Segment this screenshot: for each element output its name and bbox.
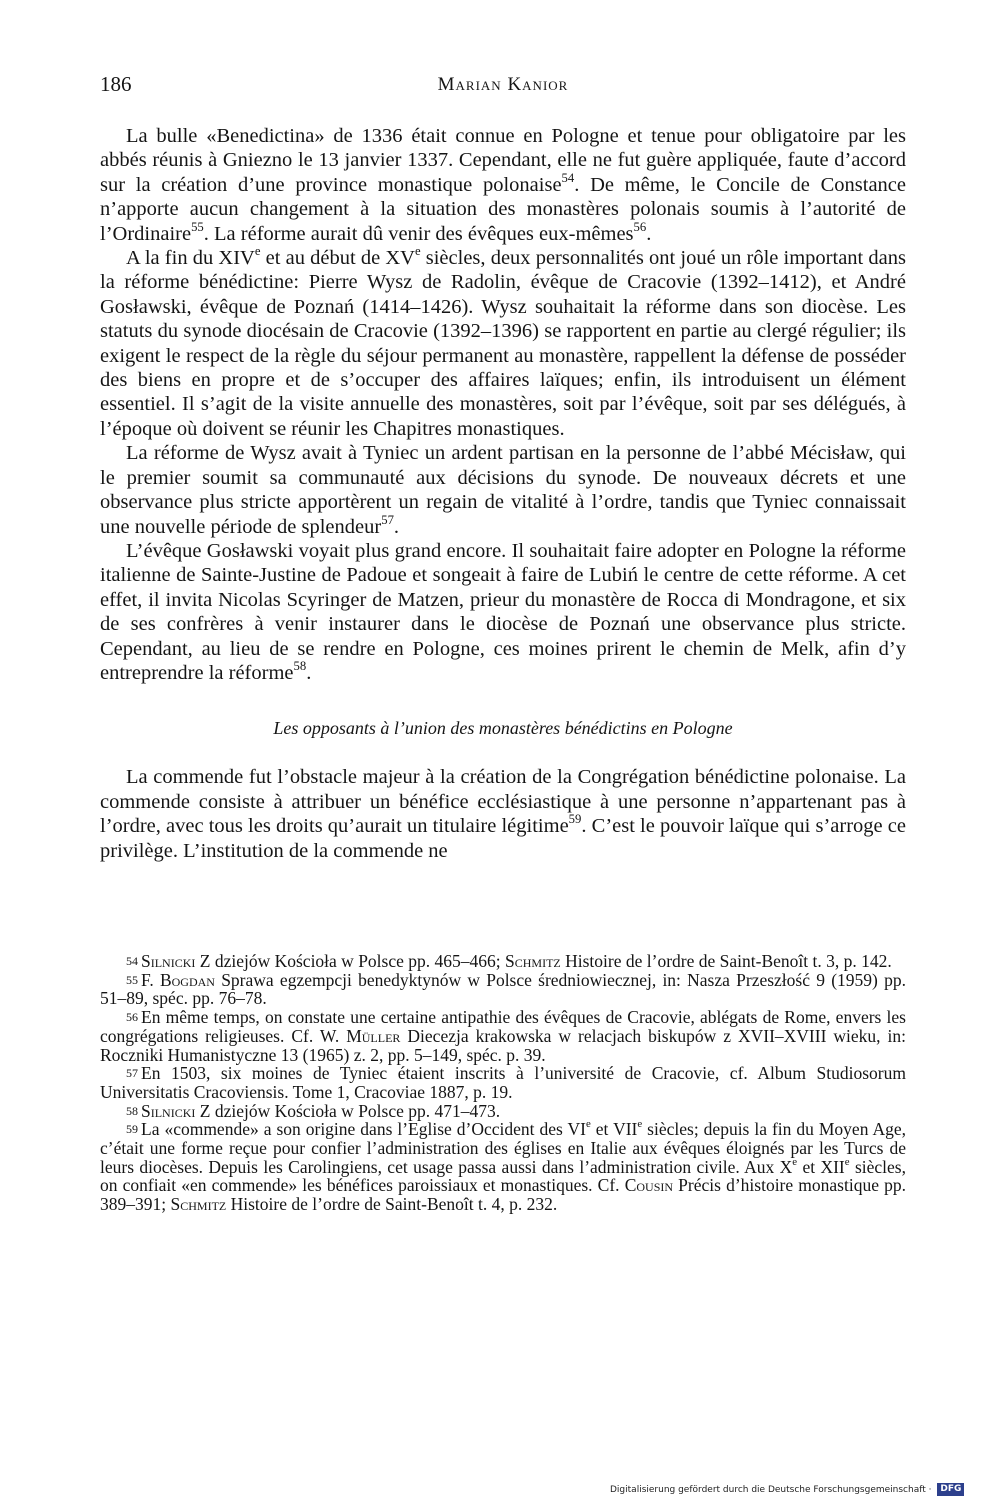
text-run: L’évêque Gosławski voyait plus grand encore. Il souhaitait faire adopter en Pologne la réforme italienne de Sainte-Justine de Padoue et songeait à faire de Lubiń le centre de cette réforme. A cet effet, il invita Nicolas Scyringer de Matzen, prieur du monastère de Rocca di Mondragone, et six de ses confrères à venir instaurer dans le diocèse de Poznań une observance plus stricte. Cependant, au lieu de se rendre en Pologne, ces moines prirent le chemin de Melk, afin d’y entreprendre la réforme [100, 539, 906, 684]
body-paragraph [100, 441, 906, 539]
text-run: . La réforme aurait dû venir des évêques eux-mêmes [203, 222, 634, 245]
funding-note-text: Digitalisierung gefördert durch die Deutsche Forschungsgemeinschaft · [610, 1485, 932, 1495]
text-run: . De même, le Concile de Constance n’apporte aucun changement à la situation des monastères polonais soumis à l’autorité de l’Ordinaire [100, 173, 906, 245]
text-run: En 1503, six moines de Tyniec étaient inscrits à l’université de Cracovie, cf. Album Studiosorum Universitatis Cracoviensis. Tome 1, Cracoviae 1887, p. 19. [100, 1063, 906, 1102]
footnote [100, 1008, 906, 1064]
running-head: Marian Kanior [437, 74, 569, 95]
footnote [100, 952, 906, 971]
text-run: Histoire de l’ordre de Saint-Benoît t. 3, p. 142. [560, 951, 892, 971]
footnote-number: 58 [126, 1103, 138, 1118]
text-run: siècles, on confiait «en commende» les bénéfices paroissiaux et monastiques. Cf. [100, 1156, 906, 1196]
superscript-reference: e [254, 244, 261, 259]
superscript-reference: 58 [293, 658, 307, 673]
superscript-reference: e [585, 1118, 591, 1131]
text-run: F. [141, 969, 160, 990]
author-name: Schmitz [505, 951, 561, 971]
footnote-number: 56 [126, 1010, 138, 1025]
text-run: siècles; depuis la fin du Moyen Age, c’était une forme reçue pour confier l’administration des églises en Italie aux évêques éloignés par les Turcs de leurs diocèses. Depuis les Carolingiens, cet usage passa aussi dans l’administration civile. Aux X [100, 1119, 906, 1177]
superscript-reference: 59 [568, 812, 582, 827]
body-paragraph [100, 124, 906, 246]
funding-note [610, 1481, 964, 1499]
footnote [100, 1064, 906, 1101]
main-text [100, 124, 906, 863]
superscript-reference: e [637, 1118, 643, 1131]
paragraphs-after-heading [100, 765, 906, 863]
text-run: et VII [590, 1119, 638, 1140]
text-run: La commende fut l’obstacle majeur à la création de la Congrégation bénédictine polonaise. La commende consiste à attribuer un bénéfice ecclésiastique à une personne n’appartenant pas à l’ordre, avec tous les droits qu’aurait un titulaire légitime [100, 766, 906, 838]
superscript-reference: e [414, 244, 421, 259]
superscript-reference: e [844, 1155, 850, 1168]
text-run: siècles, deux personnalités ont joué un rôle important dans la réforme bénédictine: Pierre Wysz de Radolin, évêque de Cracovie (1392–1412), et André Gosławski, évêque de Poznań (1414–1426). Wysz souhaitait la réforme dans son diocèse. Les statuts du synode diocésain de Cracovie (1392–1396) se rapportent en partie au clergé régulier; ils exigent le respect de la règle du séjour permanent au monastère, rappellent la défense de posséder des biens en propre et de s’occuper des affaires laïques; enfin, ils introduisent un élément essentiel. Il s’agit de la visite annuelle des monastères, soit par l’évêque, soit par ses délégués, à l’époque où doivent se réunir les Chapitres monastiques. [100, 247, 906, 440]
footnote-number: 59 [126, 1122, 138, 1137]
footnote [100, 1120, 906, 1214]
text-run: Précis d’histoire monastique pp. 389–391; [100, 1175, 906, 1215]
superscript-reference: e [792, 1155, 798, 1168]
author-name: Schmitz [170, 1194, 227, 1215]
footnote [100, 1102, 906, 1121]
footnote-number: 57 [126, 1066, 138, 1081]
text-run: En même temps, on constate une certaine antipathie des évêques de Cracovie, ablégats de Rome, envers les congrégations religieuses. Cf. W. [100, 1007, 906, 1046]
text-run: et au début de XV [260, 247, 415, 270]
footnote-number: 55 [126, 972, 138, 987]
superscript-reference: 54 [561, 170, 575, 185]
text-run: La bulle «Benedictina» de 1336 était connue en Pologne et tenue pour obligatoire par les abbés réunis à Gniezno le 13 janvier 1337. Cependant, elle ne fut guère appliquée, faute d’accord sur la création d’une province monastique polonaise [100, 125, 906, 196]
text-run: La réforme de Wysz avait à Tyniec un ardent partisan en la personne de l’abbé Mécisław, qui le premier soumit sa communauté aux décisions du synode. De nouveaux décrets et une observance plus stricte apportèrent un regain de vitalité à l’ordre, tandis que Tyniec connaissait une nouvelle période de splendeur [100, 442, 906, 538]
author-name: Cousin [624, 1175, 674, 1196]
superscript-reference: 56 [633, 219, 647, 234]
dfg-logo: DFG [937, 1483, 964, 1496]
author-name: Müller [346, 1025, 401, 1046]
paragraphs-before-heading [100, 124, 906, 685]
text-run: . [393, 515, 400, 538]
footnote-number: 54 [126, 954, 138, 968]
footnotes [100, 952, 906, 1214]
body-paragraph [100, 539, 906, 685]
text-run: Z dziejów Kościoła w Polsce pp. 471–473. [195, 1100, 501, 1121]
text-run: La «commende» a son origine dans l’Eglise d’Occident des VI [141, 1119, 586, 1140]
body-paragraph [100, 246, 906, 441]
text-run: . [646, 222, 652, 245]
author-name: Silnicki [141, 1100, 196, 1121]
page-header [100, 72, 906, 102]
text-run: A la fin du XIV [126, 247, 255, 270]
text-run: . C’est le pouvoir laïque qui s’arroge ce privilège. L’institution de la commende ne [100, 815, 906, 862]
body-paragraph [100, 765, 906, 863]
text-run: et XII [797, 1156, 845, 1177]
footnote [100, 971, 906, 1008]
section-heading: Les opposants à l’union des monastères bénédictins en Pologne [273, 718, 733, 739]
text-run: Diecezja krakowska w relacjach biskupów z XVII–XVIII wieku, in: Roczniki Humanistyczne 13 (1965) z. 2, pp. 5–149, spéc. p. 39. [100, 1025, 906, 1065]
text-run: . [306, 661, 312, 684]
superscript-reference: 55 [191, 219, 204, 234]
author-name: Silnicki [141, 951, 196, 971]
page-number: 186 [100, 72, 132, 96]
text-run: Histoire de l’ordre de Saint-Benoît t. 4, p. 232. [226, 1194, 558, 1215]
text-run: Z dziejów Kościoła w Polsce pp. 465–466; [195, 951, 505, 971]
text-run: Sprawa egzempcji benedyktynów w Polsce średniowiecznej, in: Nasza Przeszłość 9 (1959) pp. 51–89, spéc. pp. 76–78. [100, 969, 906, 1009]
superscript-reference: 57 [381, 512, 394, 527]
author-name: Bogdan [159, 969, 215, 990]
